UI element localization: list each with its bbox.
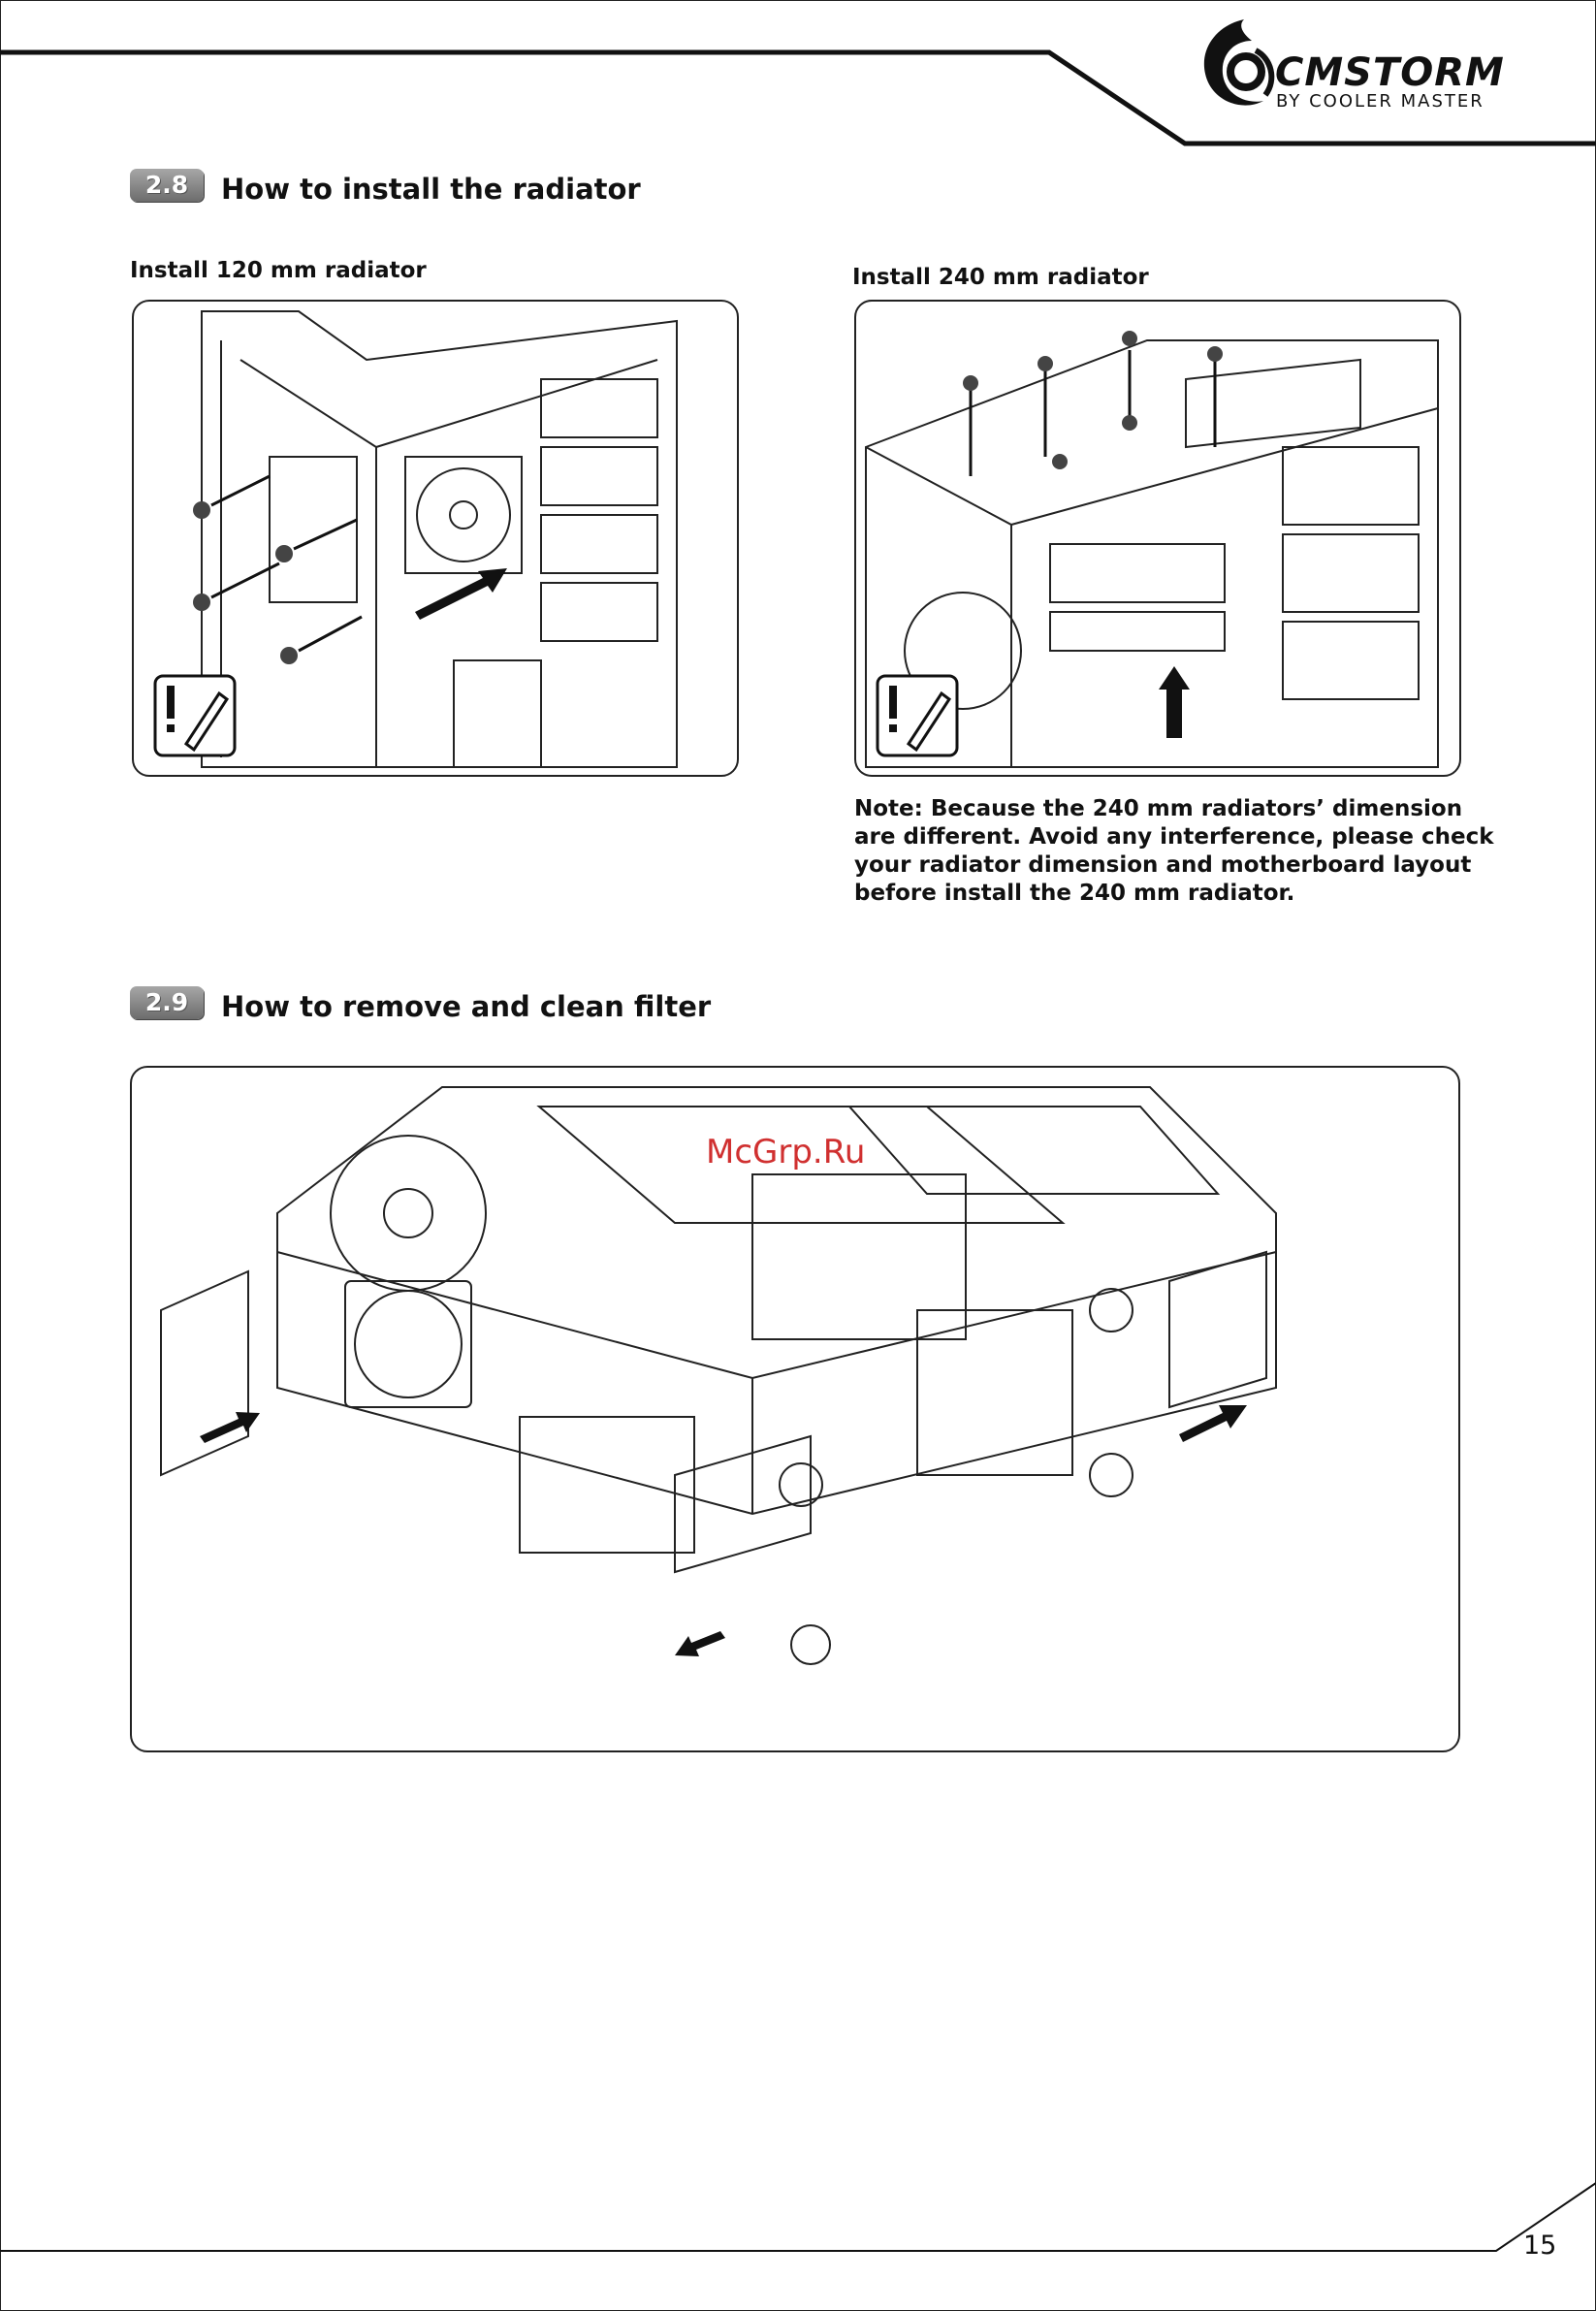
section-number-badge: 2.8 (130, 169, 204, 202)
section-heading-2-8 (130, 169, 641, 206)
section-title: How to remove and clean filter (221, 989, 712, 1023)
subtitle-240mm: Install 240 mm radiator (852, 265, 1149, 290)
section-number-badge: 2.9 (130, 986, 204, 1019)
brand-sub: BY COOLER MASTER (1276, 91, 1484, 112)
section-heading-2-9 (130, 986, 711, 1023)
illustration-120mm-radiator (132, 300, 739, 777)
warning-tool-icon (878, 676, 957, 755)
page-number: 15 (1523, 2231, 1557, 2261)
radiator-note: Note: Because the 240 mm radiators’ dimension are different. Avoid any interference, please check your radiator dimension and motherboard layout before install the 240 mm radiator. (854, 796, 1494, 906)
section-title: How to install the radiator (221, 172, 641, 206)
illustration-240mm-radiator (854, 300, 1461, 777)
subtitle-120mm: Install 120 mm radiator (130, 258, 427, 283)
watermark: McGrp.Ru (706, 1133, 866, 1172)
brand-name: CMSTORM (1275, 50, 1505, 95)
footer-rule (0, 2167, 1596, 2311)
cmstorm-logo-icon (1188, 12, 1285, 126)
warning-tool-icon (155, 676, 235, 755)
